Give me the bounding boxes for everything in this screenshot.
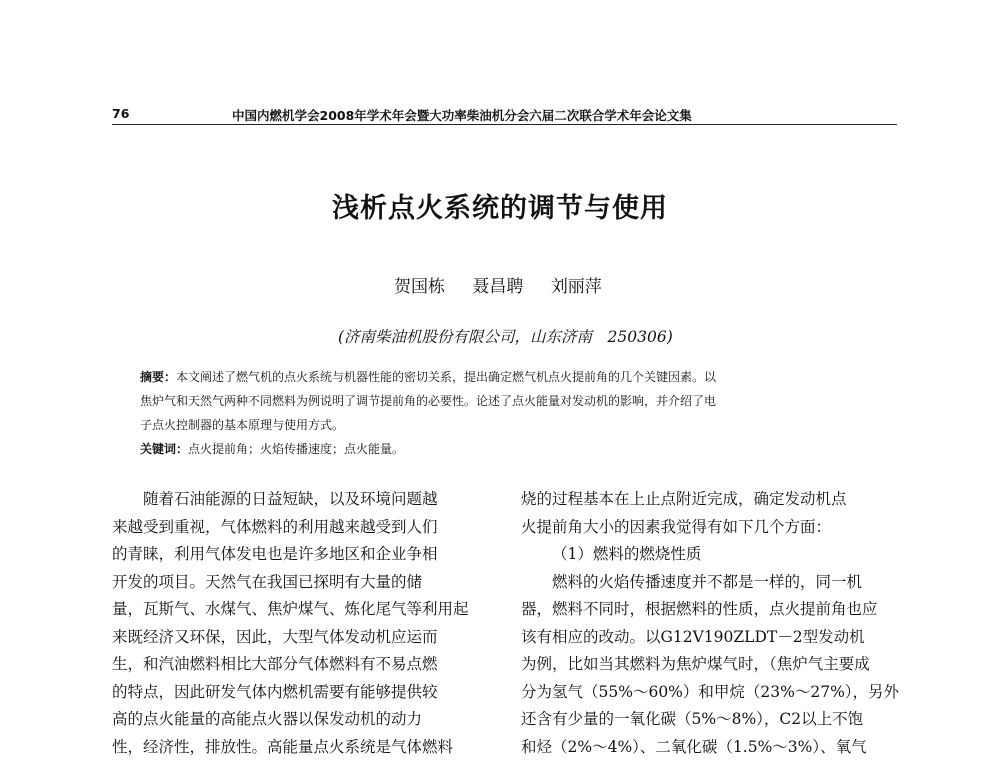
author-name: 贺国栋: [394, 277, 445, 297]
body-line: 性，经济性，排放性。高能量点火系统是气体燃料: [112, 734, 487, 761]
running-header: [112, 104, 897, 125]
abstract-label: 摘要：: [140, 370, 176, 384]
body-line: 的特点，因此研发气体内燃机需要有能够提供较: [112, 679, 487, 707]
abstract: [140, 365, 875, 461]
body-line: 来越受到重视，气体燃料的利用越来越受到人们: [112, 514, 487, 542]
abstract-line: 子点火控制器的基本原理与使用方式。: [140, 413, 875, 437]
body-left-column: [112, 486, 487, 761]
body-line: 高的点火能量的高能点火器以保发动机的动力: [112, 706, 487, 734]
keywords-label: 关键词：: [140, 442, 188, 456]
author-list: [394, 272, 624, 297]
body-right-column: [521, 486, 899, 761]
body-line: 量，瓦斯气、水煤气、焦炉煤气、炼化尾气等利用起: [112, 596, 487, 624]
body-line: 来既经济又环保，因此，大型气体发动机应运而: [112, 624, 487, 652]
body-line: 和烃（2%～4%）、二氧化碳（1.5%～3%）、氧气: [521, 734, 899, 761]
affiliation: (济南柴油机股份有限公司，山东济南 250306): [338, 325, 673, 347]
journal-title: 中国内燃机学会2008年学术年会暨大功率柴油机分会六届二次联合学术年会论文集: [232, 106, 692, 124]
page-number: 76: [112, 106, 129, 121]
body-line: 该有相应的改动。以G12V190ZLDT－2型发动机: [521, 624, 899, 652]
body-line: 生，和汽油燃料相比大部分气体燃料有不易点燃: [112, 651, 487, 679]
body-line: 开发的项目。天然气在我国已探明有大量的储: [112, 569, 487, 597]
body-line: 随着石油能源的日益短缺，以及环境问题越: [112, 486, 487, 514]
section-heading: （1）燃料的燃烧性质: [521, 541, 899, 569]
author-name: 聂昌聘: [472, 277, 523, 297]
author-name: 刘丽萍: [551, 277, 602, 297]
body-line: 燃料的火焰传播速度并不都是一样的，同一机: [521, 569, 899, 597]
abstract-line: [140, 365, 875, 389]
keywords-text: 点火提前角；火焰传播速度；点火能量。: [188, 442, 404, 456]
keywords-line: [140, 437, 875, 461]
body-line: 的青睐，利用气体发电也是许多地区和企业争相: [112, 541, 487, 569]
body-line: 为例，比如当其燃料为焦炉煤气时，（焦炉气主要成: [521, 651, 899, 679]
abstract-line: 焦炉气和天然气两种不同燃料为例说明了调节提前角的必要性。论述了点火能量对发动机的影响，并介绍了电: [140, 389, 875, 413]
body-line: 烧的过程基本在上止点附近完成，确定发动机点: [521, 486, 899, 514]
body-line: 还含有少量的一氧化碳（5%～8%），C2以上不饱: [521, 706, 899, 734]
body-line: 器，燃料不同时，根据燃料的性质，点火提前角也应: [521, 596, 899, 624]
body-line: 火提前角大小的因素我觉得有如下几个方面：: [521, 514, 899, 542]
body-line: 分为氢气（55%～60%）和甲烷（23%～27%），另外: [521, 679, 899, 707]
abstract-text: 本文阐述了燃气机的点火系统与机器性能的密切关系，提出确定燃气机点火提前角的几个关键因素。以: [176, 370, 716, 384]
paper-title: 浅析点火系统的调节与使用: [0, 186, 1000, 225]
